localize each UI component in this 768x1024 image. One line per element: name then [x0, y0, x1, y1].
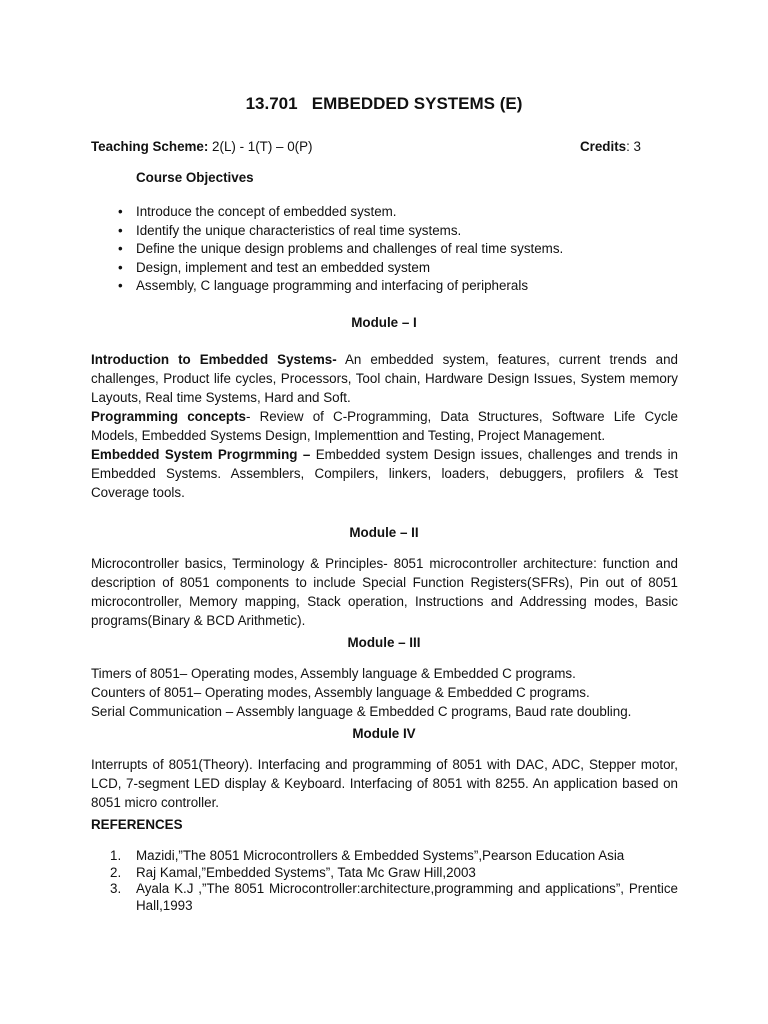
- objectives-list: [118, 203, 678, 296]
- teaching-scheme-line: [91, 139, 641, 157]
- credits-value: : 3: [626, 139, 641, 154]
- reference-text: Ayala K.J ,”The 8051 Microcontroller:architecture,programming and applications”, Prentice Hall,1993: [136, 881, 678, 913]
- objective-item: • Introduce the concept of embedded system.: [118, 203, 678, 222]
- page-title: 13.701 EMBEDDED SYSTEMS (E): [245, 94, 523, 113]
- teaching-scheme: [91, 139, 313, 154]
- credits-label: Credits: [579, 139, 627, 154]
- module-4-text: Interrupts of 8051(Theory). Interfacing and programming of 8051 with DAC, ADC, Stepper motor, LCD, 7-segment LED display & Keyboard. Interfacing of 8051 with 8255. An application based on 8051 micro controller.: [91, 757, 678, 810]
- reference-text: Raj Kamal,”Embedded Systems”, Tata Mc Graw Hill,2003: [136, 864, 476, 880]
- references-list: [110, 848, 678, 914]
- reference-item: [110, 848, 678, 865]
- module-3-body: [91, 664, 678, 721]
- module-1-programming-text: - Review of C-Programming, Data Structures, Software Life Cycle Models, Embedded Systems Design, Implementtion and Testing, Project Management.: [91, 409, 679, 443]
- teaching-scheme-value: 2(L) - 1(T) – 0(P): [208, 139, 313, 154]
- module-3-line: Timers of 8051– Operating modes, Assembly language & Embedded C programs.: [91, 666, 576, 681]
- module-3-line: Counters of 8051– Operating modes, Assembly language & Embedded C programs.: [91, 685, 590, 700]
- module-1-embedded-programming: [91, 445, 678, 502]
- module-1-intro: [91, 350, 678, 407]
- module-3-line: Serial Communication – Assembly language & Embedded C programs, Baud rate doubling.: [91, 704, 632, 719]
- references-heading: REFERENCES: [91, 817, 183, 832]
- objective-item: • Identify the unique characteristics of real time systems.: [118, 222, 678, 241]
- module-4-heading: Module IV: [352, 726, 416, 741]
- module-2-heading: Module – II: [349, 525, 419, 540]
- objective-item: • Design, implement and test an embedded system: [118, 259, 678, 278]
- reference-item: [110, 865, 678, 882]
- teaching-scheme-label: Teaching Scheme:: [91, 139, 209, 154]
- course-objectives-heading: Course Objectives: [136, 170, 254, 185]
- objective-item: • Define the unique design problems and challenges of real time systems.: [118, 240, 678, 259]
- module-1-programming-title: Programming concepts: [91, 409, 247, 424]
- reference-item: [110, 881, 678, 914]
- module-1-intro-title: Introduction to Embedded Systems-: [91, 352, 337, 367]
- module-1-heading: Module – I: [351, 315, 417, 330]
- credits: [580, 139, 641, 154]
- reference-number: 2.: [110, 864, 122, 880]
- module-1-intro-text: An embedded system, features, current trends and challenges, Product life cycles, Processors, Tool chain, Hardware Design Issues, System memory Layouts, Real time Systems, Hard and Soft.: [91, 352, 679, 405]
- module-1-esp-text: Embedded system Design issues, challenges and trends in Embedded Systems. Assemblers, Compilers, linkers, loaders, debuggers, profilers & Test Coverage tools.: [91, 447, 678, 500]
- reference-text: Mazidi,”The 8051 Microcontrollers & Embedded Systems”,Pearson Education Asia: [136, 848, 625, 863]
- module-1-programming: [91, 407, 678, 445]
- module-1-esp-title: Embedded System Progrmming –: [91, 447, 311, 462]
- module-2-text: Microcontroller basics, Terminology & Principles- 8051 microcontroller architecture: function and description of 8051 components to include Special Function Registers(SFRs), Pin out of 8051 microcontroller, Memory mapping, Stack operation, Instructions and Addressing modes, Basic programs(Binary & BCD Arithmetic).: [91, 556, 678, 628]
- objective-item: • Assembly, C language programming and interfacing of peripherals: [118, 277, 678, 296]
- module-3-heading: Module – III: [347, 635, 421, 650]
- reference-number: 1.: [110, 848, 122, 863]
- reference-number: 3.: [110, 881, 122, 896]
